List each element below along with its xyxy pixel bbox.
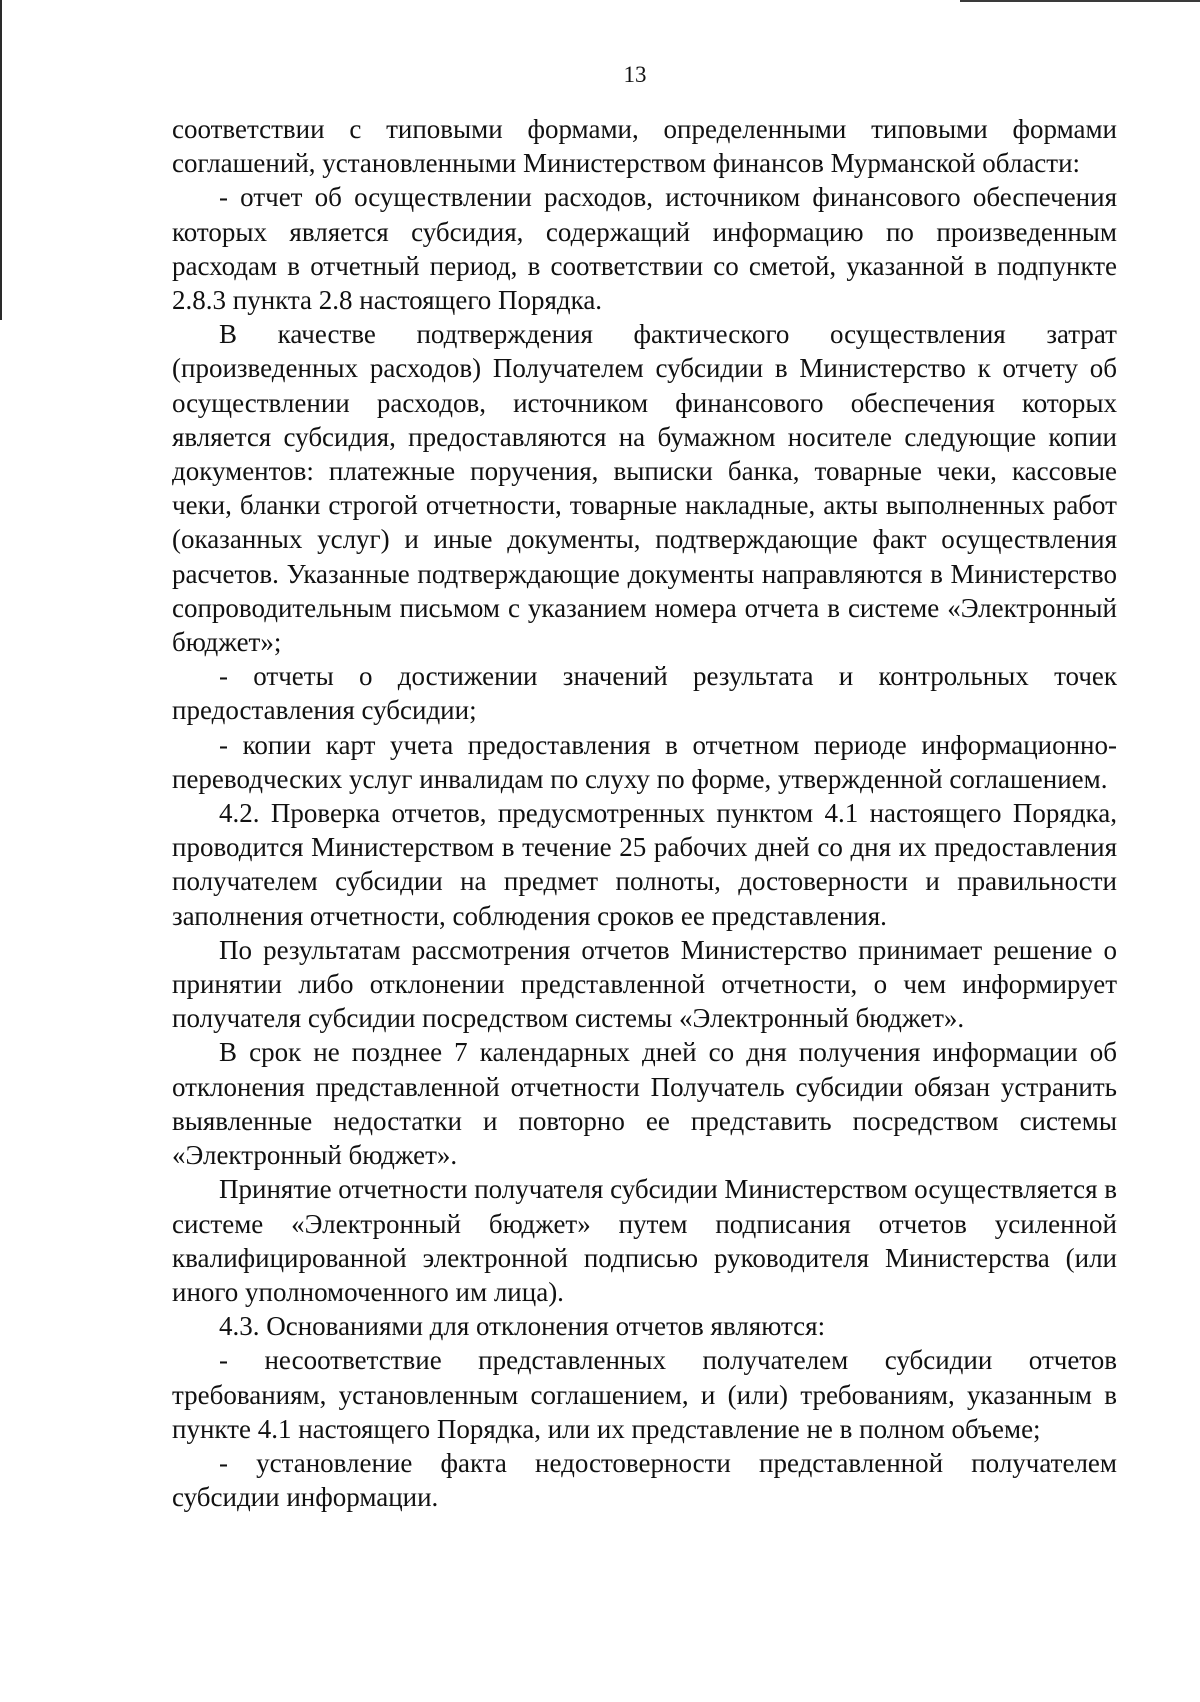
paragraph: соответствии с типовыми формами, определенными типовыми формами соглашений, установленными Министерством финансов Мурманской области: (172, 114, 1117, 179)
paragraph: По результатам рассмотрения отчетов Министерство принимает решение о принятии либо отклонении представленной отчетности, о чем информирует получателя субсидии посредством системы «Электронный бюджет». (172, 934, 1117, 1034)
paragraph: В срок не позднее 7 календарных дней со дня получения информации об отклонения представленной отчетности Получатель субсидии обязан устранить выявленные недостатки и повторно ее представить посредством системы «Электронный бюджет». (172, 1037, 1117, 1171)
document-body (172, 112, 1117, 1514)
paragraph: В качестве подтверждения фактического осуществления затрат (произведенных расходов) Получателем субсидии в Министерство к отчету об осуществлении расходов, источником финансового обеспечения которых является субсидия, предоставляются на бумажном носителе следующие копии документов: платежные поручения, выписки банка, товарные чеки, кассовые чеки, бланки строгой отчетности, товарные накладные, акты выполненных работ (оказанных услуг) и иные документы, подтверждающие факт осуществления расчетов. Указанные подтверждающие документы направляются в Министерство сопроводительным письмом с указанием номера отчета в системе «Электронный бюджет»; (172, 319, 1117, 658)
paragraph: - установление факта недостоверности представленной получателем субсидии информации. (172, 1447, 1117, 1513)
paragraph: - несоответствие представленных получателем субсидии отчетов требованиям, установленным соглашением, и (или) требованиям, указанным в пункте 4.1 настоящего Порядка, или их представление не в полном объеме; (172, 1345, 1117, 1444)
paragraph: - отчеты о достижении значений результата и контрольных точек предоставления субсидии; (172, 661, 1117, 726)
paragraph: - отчет об осуществлении расходов, источником финансового обеспечения которых является субсидия, содержащий информацию по произведенным расходам в отчетный период, в соответствии со сметой, указанной в подпункте 2.8.3 пункта 2.8 настоящего Порядка. (172, 182, 1117, 316)
paragraph: Принятие отчетности получателя субсидии Министерством осуществляется в системе «Электронный бюджет» путем подписания отчетов усиленной квалифицированной электронной подписью руководителя Министерства (или иного уполномоченного им лица). (172, 1174, 1118, 1307)
paragraph: 4.3. Основаниями для отклонения отчетов являются: (219, 1311, 826, 1342)
page-number: 13 (623, 62, 647, 87)
scan-edge-left (0, 0, 2, 320)
paragraph: 4.2. Проверка отчетов, предусмотренных пунктом 4.1 настоящего Порядка, проводится Министерством в течение 25 рабочих дней со дня их предоставления получателем субсидии на предмет полноты, достоверности и правильности заполнения отчетности, соблюдения сроков ее представления. (172, 798, 1117, 931)
paragraph: - копии карт учета предоставления в отчетном периоде информационно-переводческих услуг инвалидам по слуху по форме, утвержденной соглашением. (172, 729, 1117, 794)
scan-edge-top (960, 0, 1200, 2)
